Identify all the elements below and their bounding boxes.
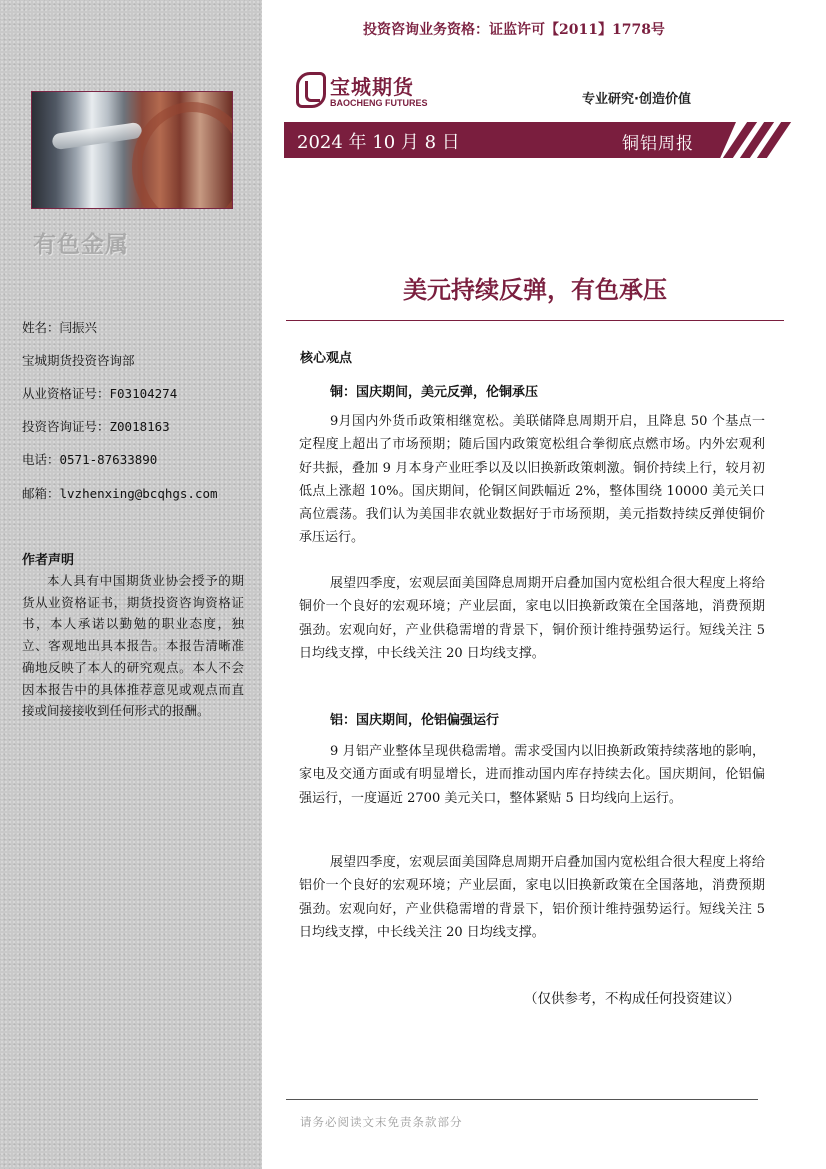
page-title: 美元持续反弹，有色承压 [403, 276, 667, 304]
declaration-body: 本人具有中国期货业协会授予的期货从业资格证书，期货投资咨询资格证书，本人承诺以勤勉的职业态度，独立、客观地出具本报告。本报告清晰准确地反映了本人的研究观点。本人不会因本报告中的具体推荐意见或观点而直接或间接接收到任何形式的报酬。 [22, 573, 244, 719]
practice-license: 从业资格证号：F03104274 [22, 386, 178, 401]
logo-en-text: BAOCHENG FUTURES [330, 98, 428, 108]
aluminum-paragraph-2: 展望四季度，宏观层面美国降息周期开启叠加国内宽松组合很大程度上将给铝价一个良好的宏观环境；产业层面，家电以旧换新政策在全国落地，消费预期强劲。宏观向好，产业供稳需增的背景下，铝价预计维持强势运行。短线关注 5 日均线支撑，中长线关注 20 日均线支撑。 [299, 855, 765, 940]
qualification-line: 投资咨询业务资格：证监许可【2011】1778号 [363, 22, 665, 38]
aluminum-heading: 铝：国庆期间，伦铝偏强运行 [330, 713, 500, 728]
copper-paragraph-2: 展望四季度，宏观层面美国降息周期开启叠加国内宽松组合很大程度上将给铜价一个良好的宏观环境；产业层面，家电以旧换新政策在全国落地，消费预期强劲。宏观向好，产业供稳需增的背景下，铜价预计维持强势运行。短线关注 5 日均线支撑，中长线关注 20 日均线支撑。 [299, 576, 765, 661]
author-name: 姓名：闫振兴 [22, 320, 98, 335]
phone: 电话：0571-87633890 [22, 452, 158, 467]
report-date: 2024 年 10 月 8 日 [297, 132, 460, 153]
footer-divider [286, 1099, 758, 1100]
department: 宝城期货投资咨询部 [22, 353, 135, 368]
investment-disclaimer: （仅供参考，不构成任何投资建议） [524, 991, 740, 1007]
slogan: 专业研究·创造价值 [582, 92, 691, 107]
cover-photo [31, 91, 233, 209]
photo-highlight [51, 122, 142, 150]
aluminum-paragraph-1: 9 月铝产业整体呈现供稳需增。需求受国内以旧换新政策持续落地的影响，家电及交通方面或有明显增长，进而推动国内库存持续去化。国庆期间，伦铝偏强运行，一度逼近 2700 美元关口，整体紧贴 5 日均线向上运行。 [299, 744, 765, 806]
consulting-license: 投资咨询证号：Z0018163 [22, 419, 170, 434]
logo-mark-icon [296, 72, 326, 108]
declaration-title: 作者声明 [22, 553, 75, 568]
report-type: 铜铝周报 [622, 134, 694, 154]
sidebar [0, 0, 262, 1169]
email: 邮箱：lvzhenxing@bcqhgs.com [22, 486, 218, 501]
photo-coil [132, 102, 233, 209]
footer-notice: 请务必阅读文末免责条款部分 [300, 1115, 463, 1129]
copper-heading: 铜：国庆期间，美元反弹，伦铜承压 [330, 385, 539, 400]
copper-paragraph-1: 9月国内外货币政策相继宽松。美联储降息周期开启，且降息 50 个基点一定程度上超出了市场预期；随后国内政策宽松组合拳彻底点燃市场。内外宏观利好共振，叠加 9 月本身产业旺季以及以旧换新政策刺激。铜价持续上行，较月初低点上涨超 10%。国庆期间，伦铜区间跌幅近 2%，整体围绕 10000 美元关口高位震荡。我们认为美国非农就业数据好于市场预期，美元指数持续反弹使铜价承压运行。 [299, 414, 765, 546]
title-divider [286, 320, 784, 321]
company-logo [296, 70, 436, 114]
sector-title: 有色金属 [33, 232, 129, 258]
logo-cn-text: 宝城期货 [330, 75, 414, 99]
section-heading: 核心观点 [300, 351, 353, 366]
